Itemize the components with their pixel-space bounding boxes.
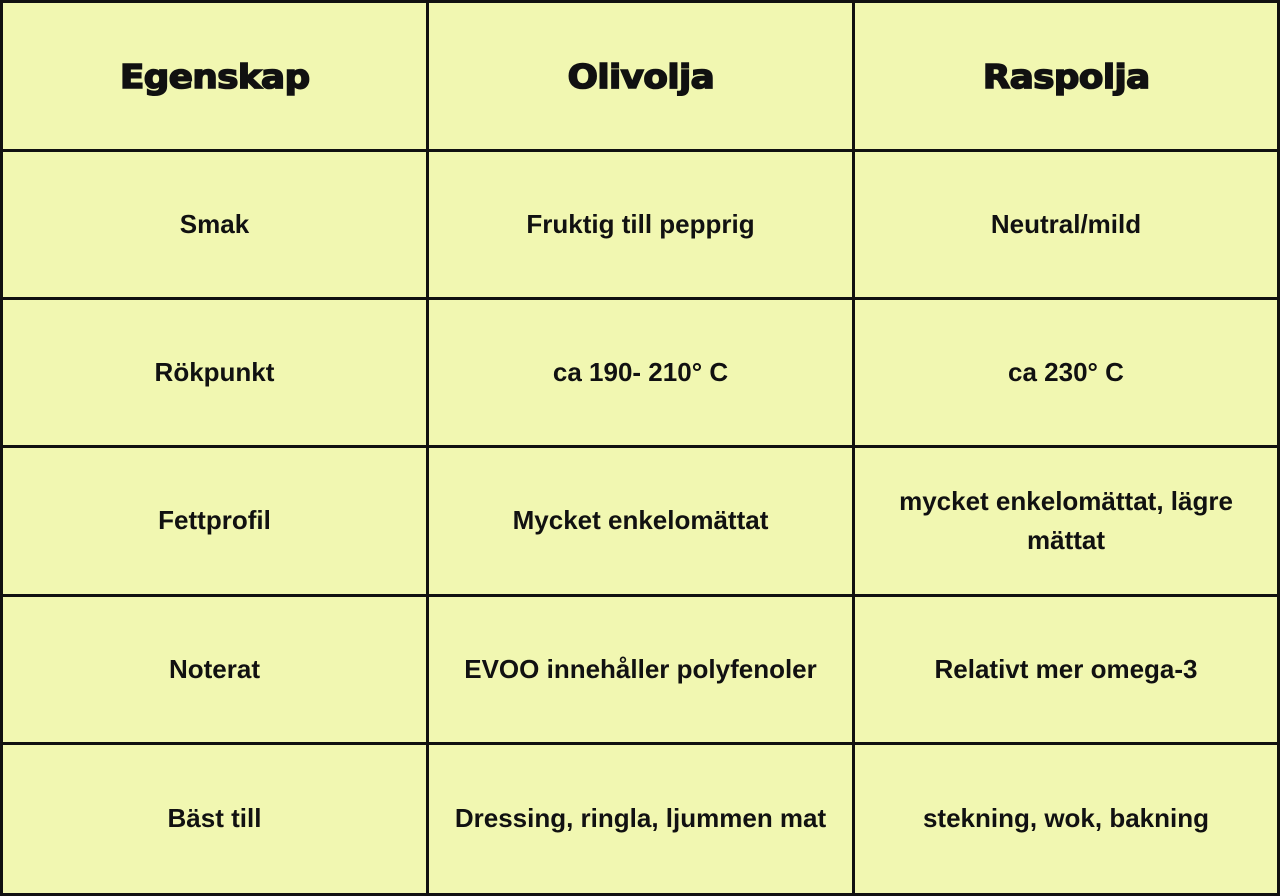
header-cell-raspolja	[855, 3, 1277, 152]
table-cell-raspolja: mycket enkelomättat, lägre mättat	[855, 448, 1277, 596]
table-cell-raspolja: Relativt mer omega-3	[855, 597, 1277, 745]
header-label: Egenskap	[119, 56, 310, 96]
table-cell-raspolja: Neutral/mild	[855, 152, 1277, 300]
table-cell-raspolja: ca 230° C	[855, 300, 1277, 448]
table-cell-property: Rökpunkt	[3, 300, 429, 448]
header-cell-egenskap	[3, 3, 429, 152]
header-label: Raspolja	[982, 56, 1150, 96]
table-cell-raspolja: stekning, wok, bakning	[855, 745, 1277, 893]
table-cell-olivolja: Mycket enkelomättat	[429, 448, 855, 596]
header-label: Olivolja	[567, 56, 714, 96]
table-cell-olivolja: Dressing, ringla, ljummen mat	[429, 745, 855, 893]
table-cell-olivolja: EVOO innehåller polyfenoler	[429, 597, 855, 745]
table-cell-property: Fettprofil	[3, 448, 429, 596]
table-cell-property: Bäst till	[3, 745, 429, 893]
table-cell-olivolja: ca 190- 210° C	[429, 300, 855, 448]
table-cell-property: Smak	[3, 152, 429, 300]
table-cell-olivolja: Fruktig till pepprig	[429, 152, 855, 300]
header-cell-olivolja	[429, 3, 855, 152]
table-cell-property: Noterat	[3, 597, 429, 745]
